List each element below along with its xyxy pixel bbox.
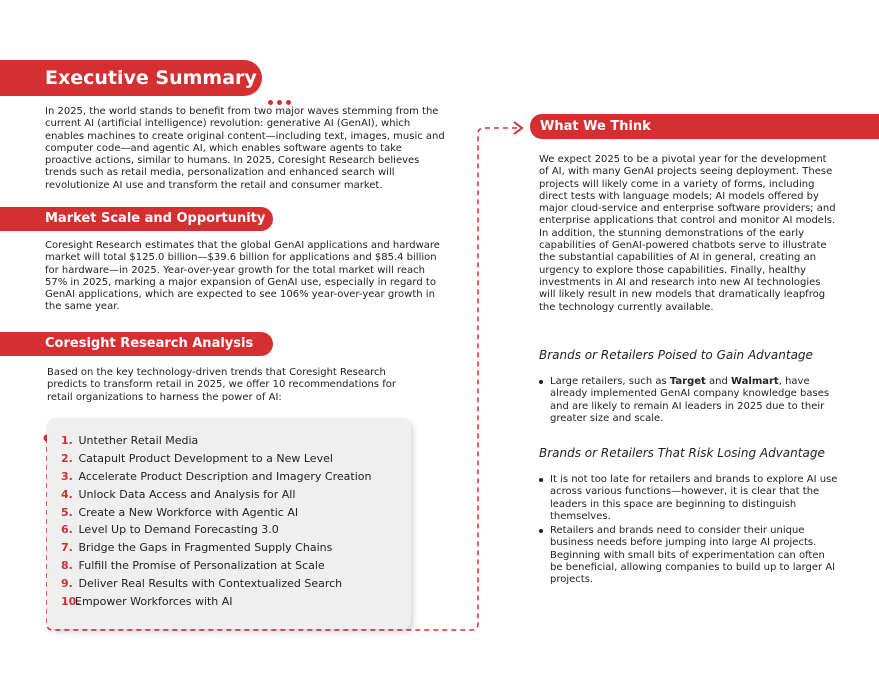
list-item: 2. Catapult Product Development to a New Level [61,451,333,465]
list-item: 4. Unlock Data Access and Analysis for All [61,487,296,501]
list-item: It is not too late for retailers and brands to explore AI use across various functions—however, it is clear that the leaders in this space are beginning to distinguish themselves. [539,474,839,523]
market-scale-heading: Market Scale and Opportunity [0,207,273,231]
brand-target: Target [669,376,706,387]
gain-advantage-list [539,376,839,427]
list-item: 7. Bridge the Gaps in Fragmented Supply Chains [61,541,333,555]
executive-summary-text: In 2025, the world stands to benefit from two major waves stemming from the current AI (artificial intelligence) revolution: generative AI (GenAI), which enables machines to create original content—including text, images, music and computer code—and agentic AI, which enables software agents to take proactive actions, similar to humans. In 2025, Coresight Research believes trends such as retail media, personalization and enhanced search will revolutionize AI use and transform the retail and consumer market. [45,106,445,191]
list-item: 5. Create a New Workforce with Agentic AI [61,505,299,519]
lose-advantage-heading: Brands or Retailers That Risk Losing Advantage [539,446,825,460]
list-item: 3. Accelerate Product Description and Imagery Creation [61,469,372,483]
list-item: 1. Untether Retail Media [61,434,199,447]
list-item: Large retailers, such as Target and Walmart, have already implemented GenAI company knowledge bases and are likely to remain AI leaders in 2025 due to their greater size and scale. [539,376,839,425]
list-item: Retailers and brands need to consider their unique business needs before jumping into large AI projects. Beginning with small bits of experimentation can often be beneficial, allowing companies to build up to larger AI projects. [539,525,839,586]
list-item: 10.Empower Workforces with AI [61,595,233,609]
executive-summary-heading: Executive Summary [0,60,262,96]
what-we-think-heading: What We Think [530,114,879,139]
recommendations-card [47,418,411,629]
gain-advantage-heading: Brands or Retailers Poised to Gain Advantage [539,348,813,362]
market-scale-text: Coresight Research estimates that the global GenAI applications and hardware market will total $125.0 billion—$39.6 billion for applications and $85.4 billion for hardware—in 2025. Year-over-year growth for the total market will reach 57% in 2025, marking a major expansion of GenAI use, especially in regard to GenAI applications, which are expected to see 106% year-over-year growth in the same year. [45,240,440,313]
analysis-heading: Coresight Research Analysis [0,332,273,356]
analysis-intro-text: Based on the key technology-driven trends that Coresight Research predicts to transform retail in 2025, we offer 10 recommendations for retail organizations to harness the power of AI: [47,367,396,403]
what-we-think-text: We expect 2025 to be a pivotal year for the development of AI, with many GenAI projects seeing deployment. These projects will likely come in a variety of forms, including direct tests with language models; AI models offered by major cloud-service and enterprise software providers; and enterprise applications that control and monitor AI models. In addition, the stunning demonstrations of the early capabilities of GenAI-powered chatbots serve to illustrate the substantial capabilities of AI in general, creating an urgency to explore those capabilities. Finally, healthy investments in AI and research into new AI technologies will likely result in new models that dramatically leapfrog the technology currently available. [539,154,836,313]
list-item: 9. Deliver Real Results with Contextualized Search [61,577,343,591]
lose-advantage-list [539,474,839,589]
recommendations-list [61,432,371,611]
list-item: 6. Level Up to Demand Forecasting 3.0 [61,523,279,537]
brand-walmart: Walmart [730,376,779,387]
list-item: 8. Fulfill the Promise of Personalization at Scale [61,559,325,573]
